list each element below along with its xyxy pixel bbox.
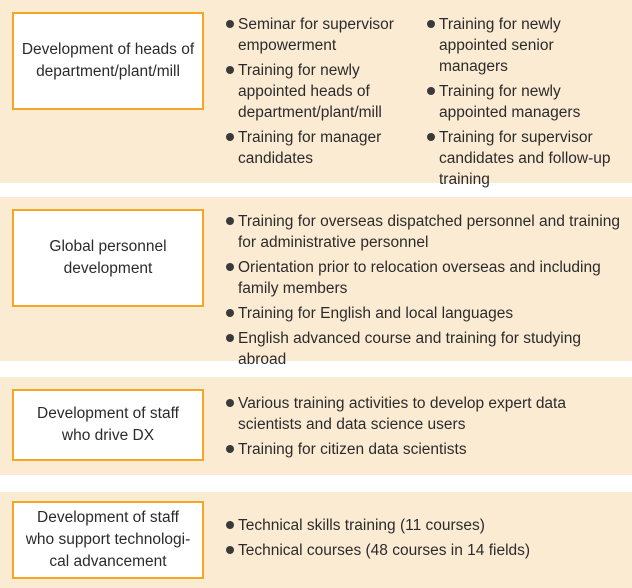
training-list [427,14,625,194]
bullet-icon [226,263,234,271]
category-label-line: who support technologi- [25,531,191,548]
list-item: Technical courses (48 courses in 14 fields) [226,540,626,561]
training-list [226,14,416,173]
bullet-icon [226,546,234,554]
list-item: Various training activities to develop expert data scientists and data science users [226,393,626,435]
bullet-icon [226,133,234,141]
training-list [226,211,626,374]
list-item: Training for English and local languages [226,303,626,324]
category-label-line: Global personnel [49,238,167,255]
category-label-line: who drive DX [61,427,155,444]
bullet-icon [226,445,234,453]
list-item: Training for supervisor candidates and follow-up training [427,127,625,190]
category-label-line: Development of heads of [21,41,195,58]
row-heads-of-department [0,0,632,188]
category-label-line: Development of staff [37,509,179,526]
bullet-icon [226,521,234,529]
row-dx-staff [0,377,632,475]
list-item: Training for newly appointed heads of department/plant/mill [226,60,416,123]
list-item: Training for citizen data scientists [226,439,626,460]
category-label [12,12,204,110]
list-item: Training for manager candidates [226,127,416,169]
list-item: Training for newly appointed senior managers [427,14,625,77]
category-label [12,209,204,307]
list-item: Seminar for supervisor empowerment [226,14,416,56]
category-label-line: cal advancement [49,553,167,570]
category-label [12,389,204,461]
row-tech-advancement [0,492,632,588]
category-label-line: development [63,260,153,277]
list-item: Training for newly appointed managers [427,81,625,123]
category-label [12,501,204,579]
bullet-icon [427,87,435,95]
category-label-line: department/plant/mill [36,63,180,80]
training-list [226,393,626,464]
category-label-line: Development of staff [37,405,179,422]
bullet-icon [427,133,435,141]
list-item: Orientation prior to relocation overseas and including family members [226,257,626,299]
bullet-icon [226,20,234,28]
list-item: Training for overseas dispatched personnel and training for administrative personnel [226,211,626,253]
bullet-icon [226,399,234,407]
bullet-icon [427,20,435,28]
bullet-icon [226,66,234,74]
bullet-icon [226,217,234,225]
training-list [226,515,626,565]
row-global-personnel [0,197,632,368]
bullet-icon [226,309,234,317]
bullet-icon [226,334,234,342]
list-item: Technical skills training (11 courses) [226,515,626,536]
list-item: English advanced course and training for studying abroad [226,328,626,370]
